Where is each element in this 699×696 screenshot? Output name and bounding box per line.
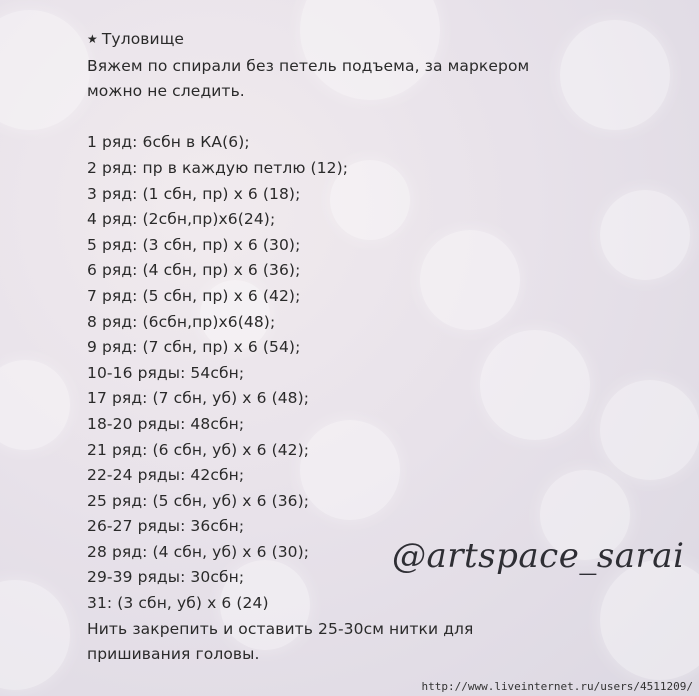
bokeh-circle bbox=[600, 560, 699, 680]
row-instruction: 28 ряд: (4 сбн, уб) х 6 (30); bbox=[87, 542, 310, 561]
row-instruction: 6 ряд: (4 сбн, пр) х 6 (36); bbox=[87, 261, 301, 280]
bokeh-circle bbox=[560, 20, 670, 130]
row-instruction: 2 ряд: пр в каждую петлю (12); bbox=[87, 158, 349, 177]
intro-line: Вяжем по спирали без петель подъема, за маркером bbox=[87, 56, 530, 75]
source-url: http://www.liveinternet.ru/users/4511209/ bbox=[421, 680, 693, 693]
row-instruction: 4 ряд: (2сбн,пр)х6(24); bbox=[87, 210, 276, 229]
intro-line: можно не следить. bbox=[87, 82, 245, 101]
author-watermark: @artspace_sarai bbox=[392, 536, 685, 576]
bokeh-circle bbox=[0, 10, 90, 130]
row-instruction: 8 ряд: (6сбн,пр)х6(48); bbox=[87, 312, 276, 331]
bokeh-circle bbox=[600, 190, 690, 280]
row-instruction: 10-16 ряды: 54сбн; bbox=[87, 363, 245, 382]
row-instruction: 17 ряд: (7 сбн, уб) х 6 (48); bbox=[87, 389, 310, 408]
closing-line: Нить закрепить и оставить 25-30см нитки для bbox=[87, 619, 474, 638]
row-instruction: 7 ряд: (5 сбн, пр) х 6 (42); bbox=[87, 286, 301, 305]
closing-line: пришивания головы. bbox=[87, 645, 260, 664]
bokeh-circle bbox=[600, 380, 699, 480]
row-instruction: 9 ряд: (7 сбн, пр) х 6 (54); bbox=[87, 338, 301, 357]
row-instruction: 29-39 ряды: 30сбн; bbox=[87, 568, 245, 587]
row-instruction: 31: (3 сбн, уб) х 6 (24) bbox=[87, 594, 269, 613]
row-instruction: 18-20 ряды: 48сбн; bbox=[87, 414, 245, 433]
row-instruction: 26-27 ряды: 36сбн; bbox=[87, 517, 245, 536]
section-heading bbox=[87, 27, 529, 54]
star-icon: ★ bbox=[87, 32, 98, 46]
blank-line bbox=[87, 105, 529, 131]
row-instruction: 5 ряд: (3 сбн, пр) х 6 (30); bbox=[87, 235, 301, 254]
bokeh-circle bbox=[0, 360, 70, 450]
heading-title: Туловище bbox=[101, 30, 185, 48]
row-instruction: 21 ряд: (6 сбн, уб) х 6 (42); bbox=[87, 440, 310, 459]
row-instruction: 3 ряд: (1 сбн, пр) х 6 (18); bbox=[87, 184, 301, 203]
bokeh-circle bbox=[0, 580, 70, 690]
row-instruction: 25 ряд: (5 сбн, уб) х 6 (36); bbox=[87, 491, 310, 510]
row-instruction: 22-24 ряды: 42сбн; bbox=[87, 466, 245, 485]
row-instruction: 1 ряд: 6сбн в КА(6); bbox=[87, 133, 250, 152]
